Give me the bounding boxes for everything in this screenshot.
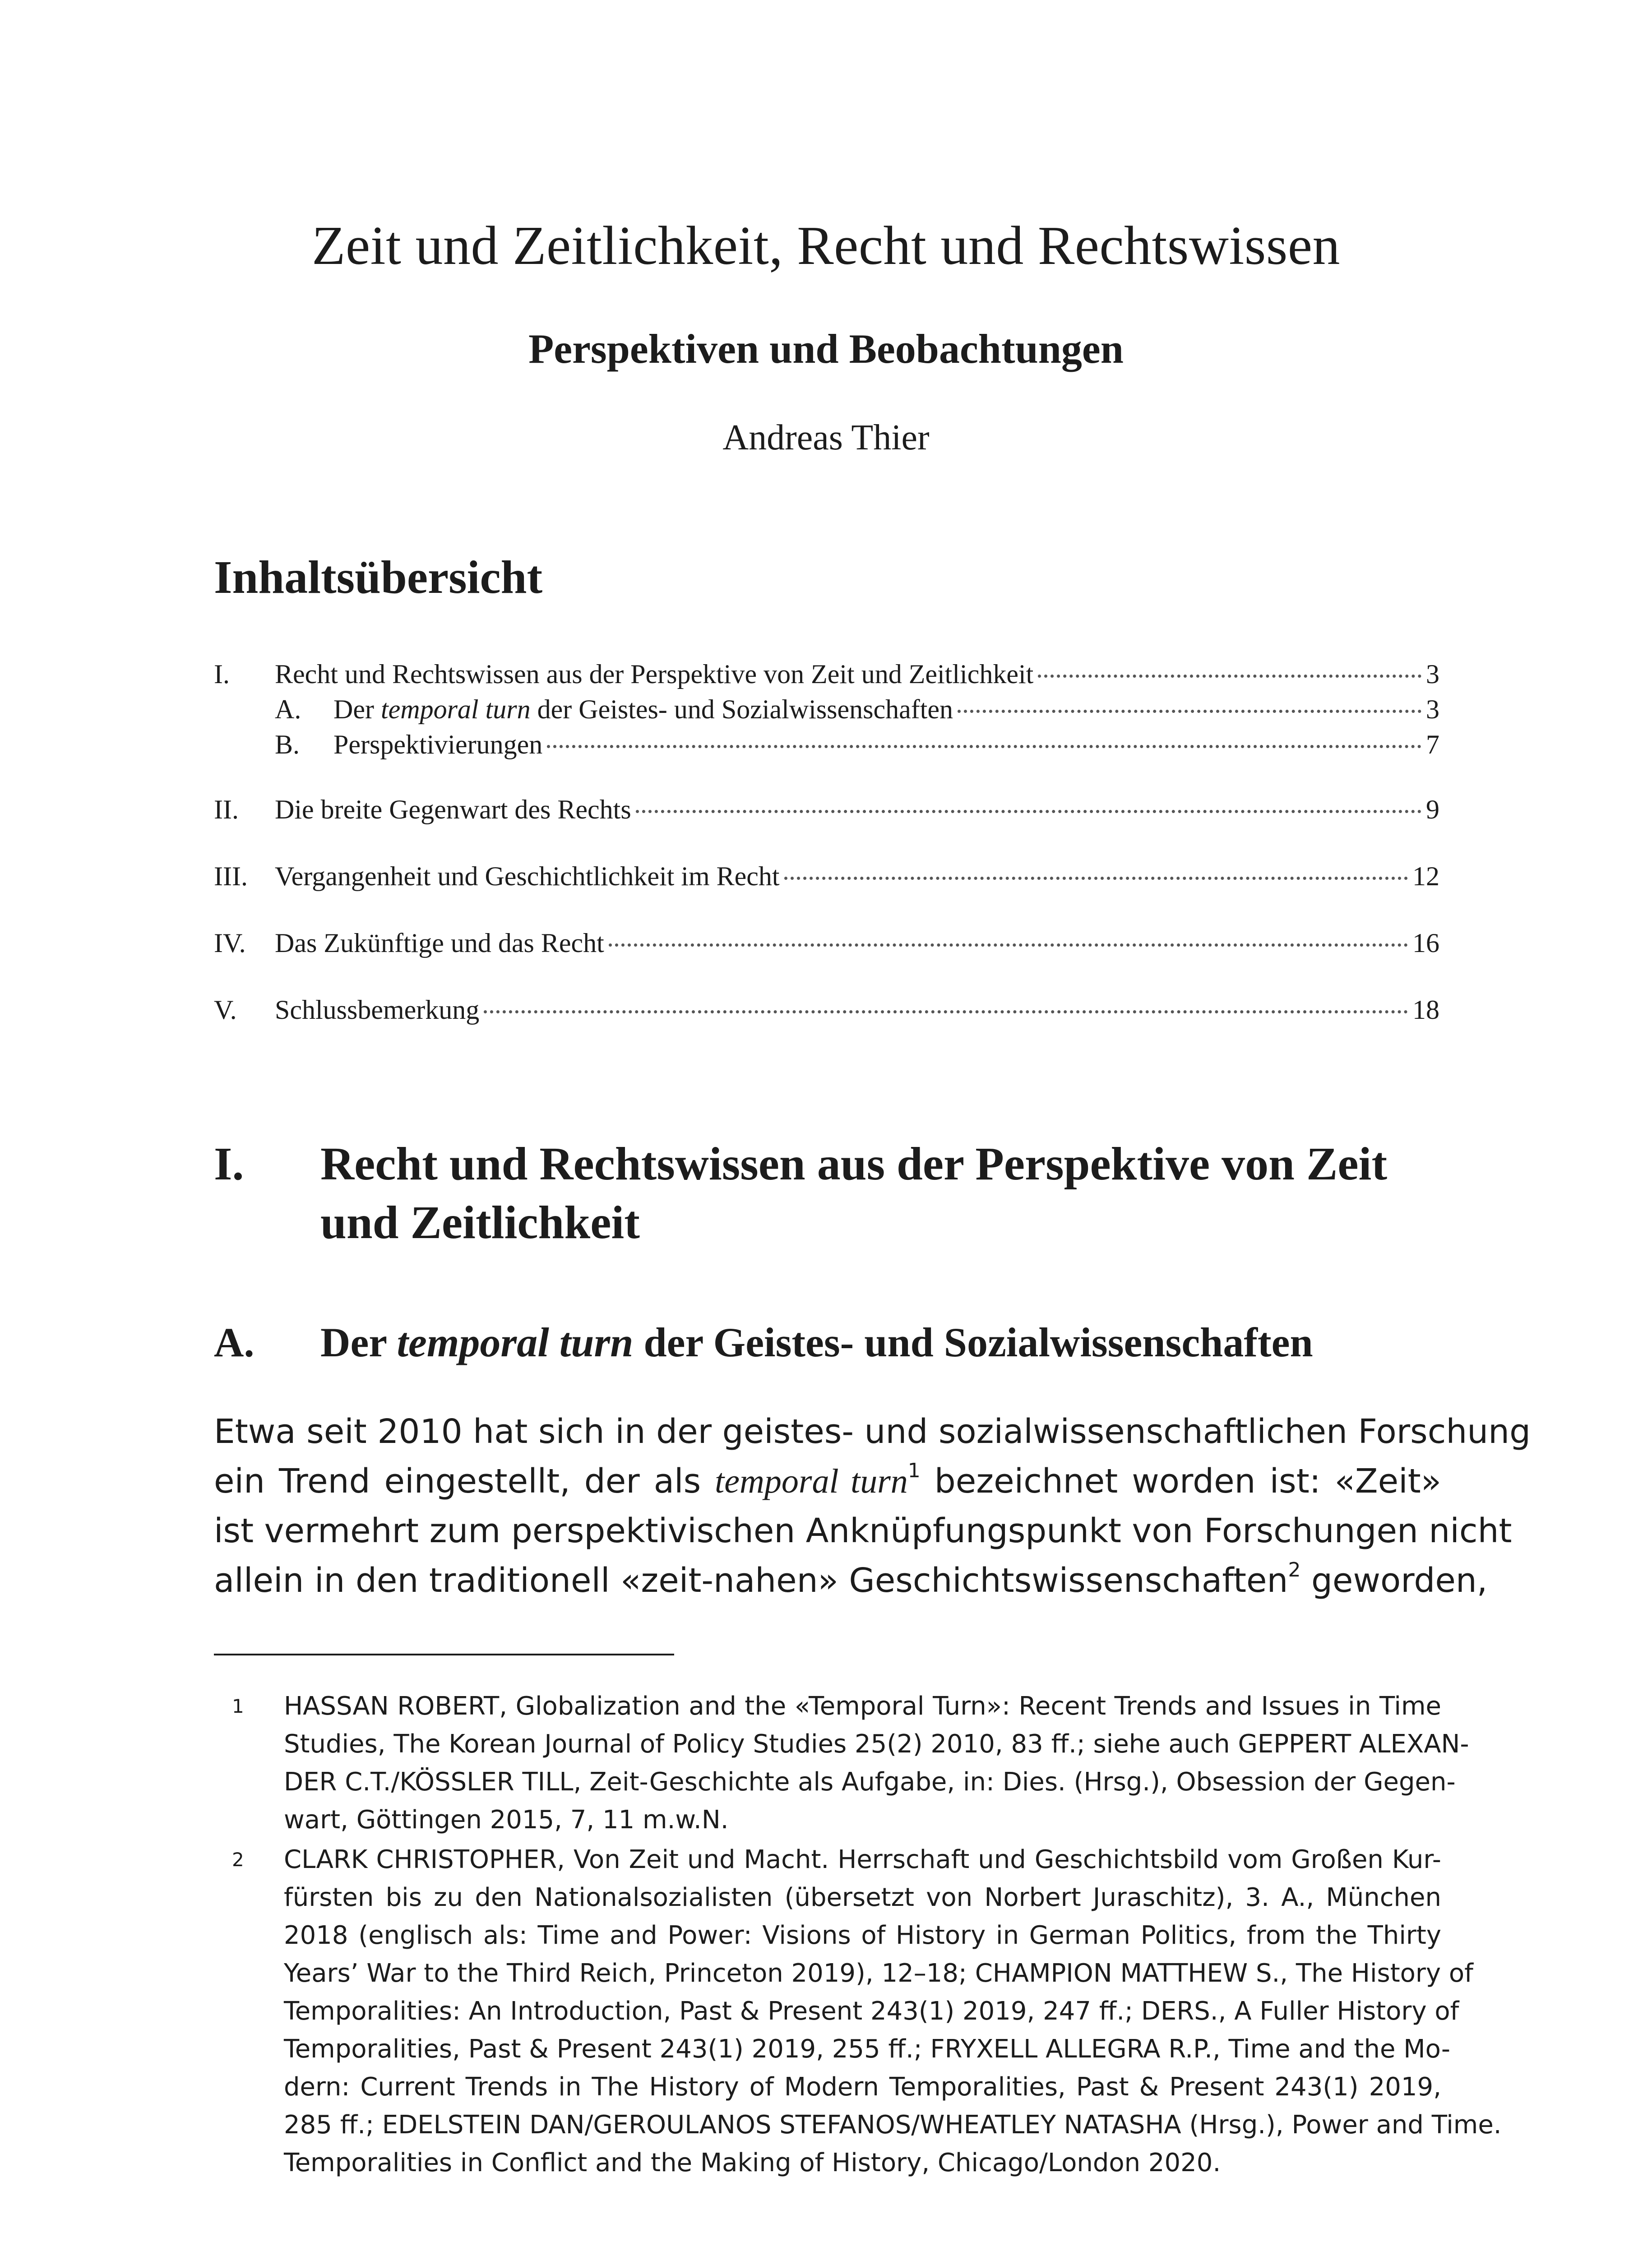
footnote-line: wart, Göttingen 2015, 7, 11 m.w.N. xyxy=(284,1805,729,1835)
toc-leader-dots xyxy=(958,710,1421,713)
toc-entry-label: Recht und Rechtswissen aus der Perspektive von Zeit und Zeitlichkeit xyxy=(275,659,1034,689)
toc-entry-number: II. xyxy=(214,795,239,824)
footnote-line: Years’ War to the Third Reich, Princeton 2019), 12–18; CHAMPION MATTHEW S., The History of xyxy=(284,1959,1473,1988)
footnote-line: HASSAN ROBERT, Globalization and the «Temporal Turn»: Recent Trends and Issues in Time xyxy=(284,1692,1441,1721)
toc-entry[interactable] xyxy=(214,994,1439,1035)
toc-entry-number: I. xyxy=(214,659,230,689)
footnote-line: CLARK CHRISTOPHER, Von Zeit und Macht. Herrschaft und Geschichtsbild vom Großen Kur- xyxy=(284,1845,1441,1874)
toc-entry[interactable] xyxy=(214,928,1439,968)
toc-entry-number: B. xyxy=(275,730,300,759)
footnote-line: 2018 (englisch als: Time and Power: Visions of History in German Politics, from the Thirty xyxy=(284,1921,1441,1950)
body-line: allein in den traditionell «zeit-nahen» Geschichtswissenschaften$^2$ geworden, xyxy=(214,1558,1488,1600)
footnote-mark: 2 xyxy=(232,1849,244,1871)
toc-entry[interactable] xyxy=(214,861,1439,901)
document-subtitle: Perspektiven und Beobachtungen xyxy=(528,326,1124,372)
toc-entry[interactable] xyxy=(214,694,1439,735)
toc-entry-page: 9 xyxy=(1426,795,1439,824)
toc-entry-number: A. xyxy=(275,694,301,724)
footnote-line: 285 ff.; EDELSTEIN DAN/GEROULANOS STEFANOS/WHEATLEY NATASHA (Hrsg.), Power and Time. xyxy=(284,2110,1502,2140)
footnote-ref[interactable]: 1 xyxy=(907,1459,921,1483)
toc-entry-page: 18 xyxy=(1412,995,1439,1025)
author-name: Andreas Thier xyxy=(722,418,930,458)
toc-leader-dots xyxy=(784,877,1408,880)
footnote-line: dern: Current Trends in The History of Modern Temporalities, Past & Present 243(1) 2019, xyxy=(284,2072,1441,2102)
footnote-line: Temporalities in Conflict and the Making of History, Chicago/London 2020. xyxy=(284,2148,1221,2177)
subsection-title: Der temporal turn der Geistes- und Sozialwissenschaften xyxy=(320,1319,1313,1365)
subsection-number: A. xyxy=(214,1319,255,1365)
toc-entry-number: V. xyxy=(214,995,237,1025)
toc-entry-label: Das Zukünftige und das Recht xyxy=(275,928,604,958)
toc-leader-dots xyxy=(636,810,1421,813)
footnote-mark: 1 xyxy=(232,1695,244,1717)
body-line: ist vermehrt zum perspektivischen Anknüpfungspunkt von Forschungen nicht xyxy=(214,1512,1512,1550)
toc-entry-page: 3 xyxy=(1426,694,1439,724)
footnote-ref[interactable]: 2 xyxy=(1288,1558,1301,1582)
toc-entry-label: Perspektivierungen xyxy=(333,730,543,759)
toc-entry[interactable] xyxy=(214,659,1439,699)
toc-leader-dots xyxy=(547,745,1421,748)
footnote-line: Temporalities, Past & Present 243(1) 2019, 255 ff.; FRYXELL ALLEGRA R.P., Time and the Mo- xyxy=(284,2034,1451,2064)
toc-entry-label: Vergangenheit und Geschichtlichkeit im Recht xyxy=(275,861,780,891)
toc-entry-number: III. xyxy=(214,861,248,891)
toc-entry-page: 16 xyxy=(1412,928,1439,958)
body-line: Etwa seit 2010 hat sich in der geistes- und sozialwissenschaftlichen Forschung xyxy=(214,1412,1531,1451)
toc-entry-label: Schlussbemerkung xyxy=(275,995,480,1025)
toc-leader-dots xyxy=(609,943,1408,947)
toc-entry[interactable] xyxy=(214,729,1439,770)
body-line: ein Trend eingestellt, der als temporal turn$^1$ bezeichnet worden ist: «Zeit» xyxy=(214,1459,1441,1501)
footnote-line: DER C.T./KÖSSLER TILL, Zeit-Geschichte als Aufgabe, in: Dies. (Hrsg.), Obsession der Gegen- xyxy=(284,1767,1456,1797)
footnote-line: Temporalities: An Introduction, Past & Present 243(1) 2019, 247 ff.; DERS., A Fuller History of xyxy=(284,1997,1459,2026)
toc-entry[interactable] xyxy=(214,794,1439,835)
section-number: I. xyxy=(214,1138,244,1190)
document-title: Zeit und Zeitlichkeit, Recht und Rechtswissen xyxy=(311,215,1341,276)
toc-entry-page: 7 xyxy=(1426,730,1439,759)
toc-leader-dots xyxy=(1038,675,1421,678)
toc-leader-dots xyxy=(484,1010,1408,1013)
section-title: Recht und Rechtswissen aus der Perspektive von Zeit und Zeitlichkeit xyxy=(320,1138,1388,1248)
toc-entry-label: Der temporal turn der Geistes- und Sozialwissenschaften xyxy=(333,694,953,724)
toc-entry-number: IV. xyxy=(214,928,246,958)
footnote-separator xyxy=(214,1654,674,1655)
toc-entry-page: 3 xyxy=(1426,659,1439,689)
toc-heading: Inhaltsübersicht xyxy=(214,551,543,603)
footnote-line: Studies, The Korean Journal of Policy Studies 25(2) 2010, 83 ff.; siehe auch GEPPERT ALEXAN- xyxy=(284,1729,1469,1759)
toc-entry-page: 12 xyxy=(1412,861,1439,891)
toc-entry-label: Die breite Gegenwart des Rechts xyxy=(275,795,631,824)
footnote-line: fürsten bis zu den Nationalsozialisten (übersetzt von Norbert Juraschitz), 3. A., München xyxy=(284,1883,1441,1912)
